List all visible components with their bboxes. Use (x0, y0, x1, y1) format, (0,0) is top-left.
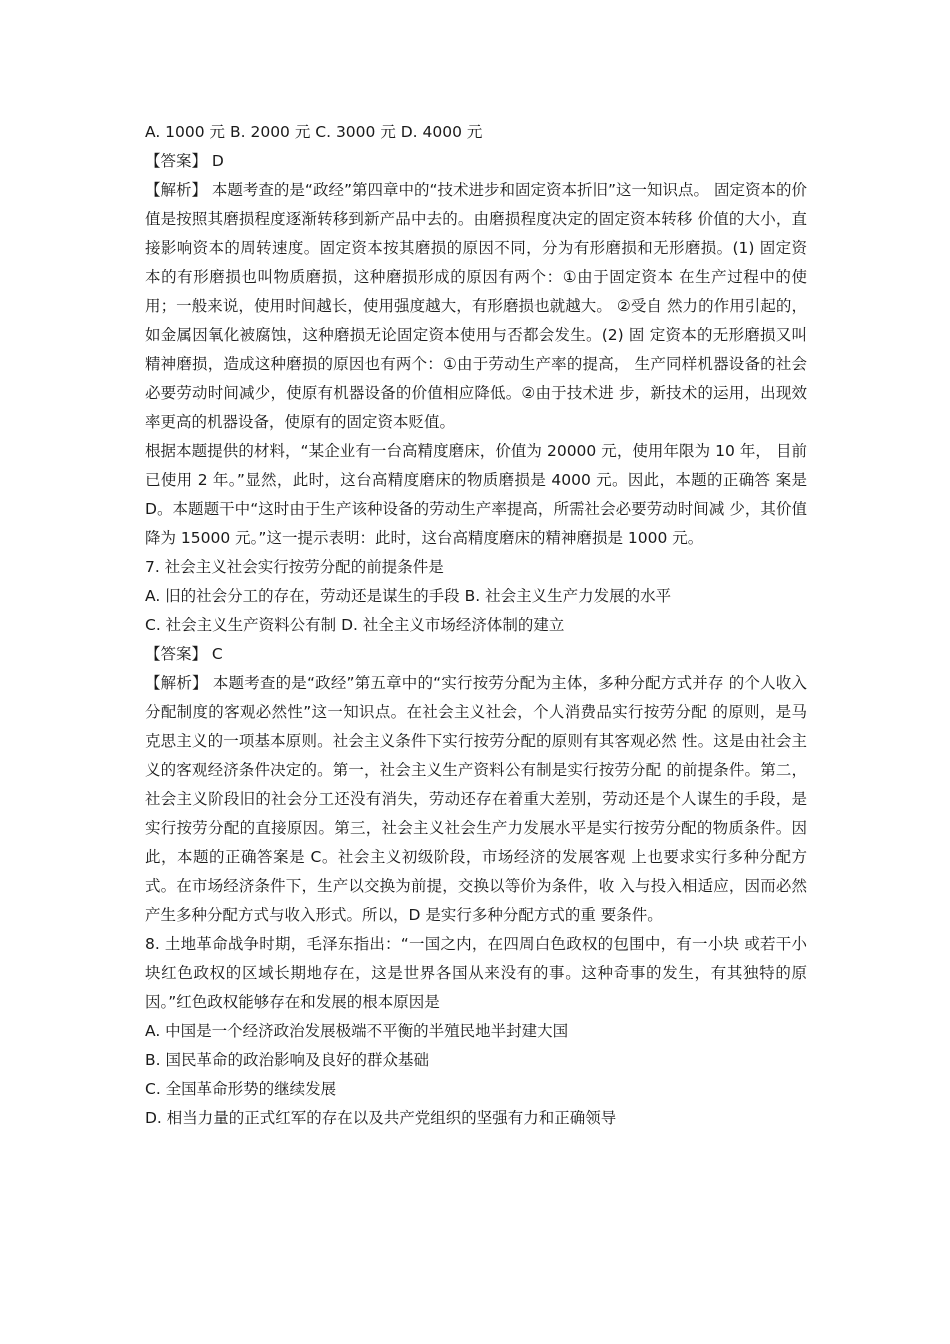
q6-options: A. 1000 元 B. 2000 元 C. 3000 元 D. 4000 元 (145, 123, 483, 141)
q7-question: 7. 社会主义社会实行按劳分配的前提条件是 (145, 558, 444, 576)
q7-options-line2: C. 社会主义生产资料公有制 D. 社全主义市场经济体制的建立 (145, 616, 565, 634)
q8-option-a: A. 中国是一个经济政治发展极端不平衡的半殖民地半封建大国 (145, 1022, 569, 1040)
q8-option-c: C. 全国革命形势的继续发展 (145, 1080, 337, 1098)
q8-question: 8. 土地革命战争时期，毛泽东指出：“一国之内，在四周白色政权的包围中，有一小块 或若干小块红色政权的区域长期地存在，这是世界各国从来没有的事。这种奇事的发生，有其独特的原因。”红色政权能够存在和发展的根本原因是 (145, 935, 807, 1011)
q8-option-b: B. 国民革命的政治影响及良好的群众基础 (145, 1051, 429, 1069)
q7-analysis: 【解析】 本题考查的是“政经”第五章中的“实行按劳分配为主体，多种分配方式并存 的个人收入分配制度的客观必然性”这一知识点。在社会主义社会，个人消费品实行按劳分配 的原则，是马克思主义的一项基本原则。社会主义条件下实行按劳分配的原则有其客观必然 性。这是由社会主义的客观经济条件决定的。第一，社会主义生产资料公有制是实行按劳分配 的前提条件。第二，社会主义阶段旧的社会分工还没有消失，劳动还存在着重大差别，劳动还是个人谋生的手段，是实行按劳分配的直接原因。第三，社会主义社会生产力发展水平是实行按劳分配的物质条件。因此，本题的正确答案是 C。社会主义初级阶段，市场经济的发展客观 上也要求实行多种分配方式。在市场经济条件下，生产以交换为前提，交换以等价为条件，收 入与投入相适应，因而必然产生多种分配方式与收入形式。所以，D 是实行多种分配方式的重 要条件。 (145, 674, 807, 924)
q6-analysis-1: 【解析】 本题考查的是“政经”第四章中的“技术进步和固定资本折旧”这一知识点。 固定资本的价值是按照其磨损程度逐渐转移到新产品中去的。由磨损程度决定的固定资本转移 价值的大小，直接影响资本的周转速度。固定资本按其磨损的原因不同，分为有形磨损和无形磨损。(1) 固定资本的有形磨损也叫物质磨损，这种磨损形成的原因有两个：①由于固定资本 在生产过程中的使用；一般来说，使用时间越长，使用强度越大，有形磨损也就越大。 ②受自 然力的作用引起的，如金属因氧化被腐蚀，这种磨损无论固定资本使用与否都会发生。(2) 固 定资本的无形磨损又叫精神磨损，造成这种磨损的原因也有两个：①由于劳动生产率的提高， 生产同样机器设备的社会必要劳动时间减少，使原有机器设备的价值相应降低。②由于技术进 步，新技术的运用，出现效率更高的机器设备，使原有的固定资本贬值。 (145, 181, 807, 431)
q6-answer: 【答案】 D (145, 152, 224, 170)
q7-answer: 【答案】 C (145, 645, 223, 663)
document-page (145, 118, 807, 1133)
q8-option-d: D. 相当力量的正式红军的存在以及共产党组织的坚强有力和正确领导 (145, 1109, 617, 1127)
q7-options-line1: A. 旧的社会分工的存在，劳动还是谋生的手段 B. 社会主义生产力发展的水平 (145, 587, 672, 605)
q6-analysis-2: 根据本题提供的材料，“某企业有一台高精度磨床，价值为 20000 元，使用年限为 10 年， 目前已使用 2 年。”显然，此时，这台高精度磨床的物质磨损是 4000 元。因此，本题的正确答 案是 D。本题题干中“这时由于生产该种设备的劳动生产率提高，所需社会必要劳动时间减 少，其价值降为 15000 元。”这一提示表明：此时，这台高精度磨床的精神磨损是 1000 元。 (145, 442, 807, 547)
